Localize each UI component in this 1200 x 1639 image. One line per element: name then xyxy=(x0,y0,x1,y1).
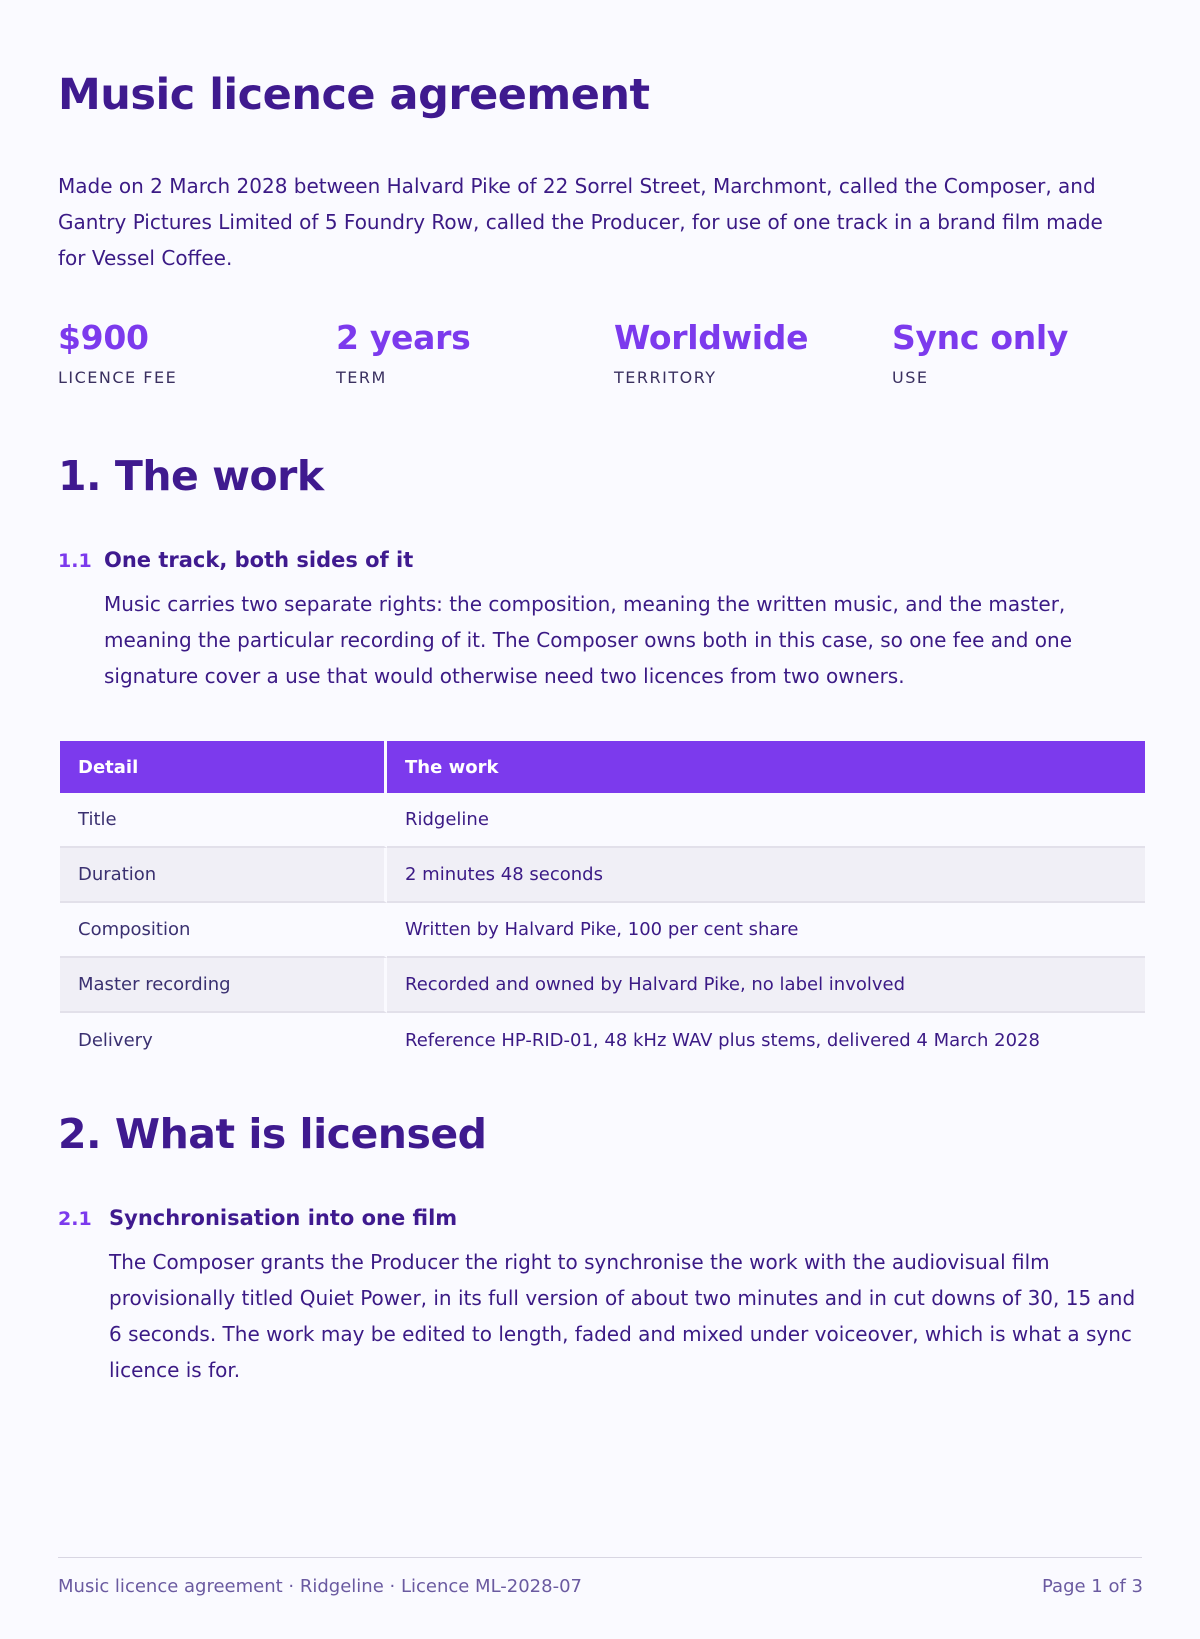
document-page xyxy=(58,0,1143,1639)
table-cell-detail: Delivery xyxy=(60,1013,387,1068)
stat-value: 2 years xyxy=(336,318,471,357)
document-title: Music licence agreement xyxy=(58,70,650,120)
intro-paragraph: Made on 2 March 2028 between Halvard Pike of 22 Sorrel Street, Marchmont, called the Composer, and Gantry Pictures Limited of 5 Foundry Row, called the Producer, for use of one track in a brand film made for Vessel Coffee. xyxy=(58,174,1103,270)
stat-term xyxy=(336,316,614,387)
table-row xyxy=(60,793,1145,848)
stat-value: Sync only xyxy=(892,318,1069,357)
stat-use xyxy=(892,316,1170,387)
table-row xyxy=(60,1013,1145,1068)
stat-territory xyxy=(614,316,892,387)
table-cell-value: Recorded and owned by Halvard Pike, no label involved xyxy=(387,958,1145,1013)
clause-heading-2-1 xyxy=(58,1206,457,1230)
clause-title: One track, both sides of it xyxy=(104,548,414,572)
stat-label: TERRITORY xyxy=(614,368,717,387)
table-cell-value: Reference HP-RID-01, 48 kHz WAV plus stems, delivered 4 March 2028 xyxy=(405,1030,1040,1051)
table-cell-value: Ridgeline xyxy=(387,793,1145,848)
column-header-detail: Detail xyxy=(60,741,387,793)
stat-label: TERM xyxy=(336,368,387,387)
table-cell-detail: Master recording xyxy=(60,958,387,1013)
footer-page-number: Page 1 of 3 xyxy=(1042,1576,1143,1597)
footer-divider xyxy=(58,1557,1142,1558)
clause-body-1-1: Music carries two separate rights: the composition, meaning the written music, and the master, meaning the particular recording of it. The Composer owns both in this case, so one fee and one signature cover a use that would otherwise need two licences from two owners. xyxy=(104,592,1072,688)
clause-number: 2.1 xyxy=(58,1208,92,1230)
work-details-table xyxy=(60,741,1145,1068)
stat-value: $900 xyxy=(58,318,149,357)
table-cell-detail: Composition xyxy=(60,903,387,958)
column-header-the-work: The work xyxy=(387,741,1145,793)
stat-label: LICENCE FEE xyxy=(58,368,178,387)
stat-label: USE xyxy=(892,368,929,387)
section-heading-the-work: 1. The work xyxy=(58,452,324,500)
table-cell-detail: Duration xyxy=(60,848,387,903)
clause-number: 1.1 xyxy=(58,550,92,572)
clause-body-2-1: The Composer grants the Producer the right to synchronise the work with the audiovisual film provisionally titled Quiet Power, in its full version of about two minutes and in cut downs of 30, 15 and 6 seconds. The work may be edited to length, faded and mixed under voiceover, which is what a sync licence is for. xyxy=(109,1250,1136,1382)
clause-heading-1-1 xyxy=(58,548,413,572)
table-cell-detail: Title xyxy=(60,793,387,848)
section-heading-what-is-licensed: 2. What is licensed xyxy=(58,1110,487,1158)
stat-value: Worldwide xyxy=(614,318,809,357)
table-row xyxy=(60,848,1145,903)
table-cell-value: Written by Halvard Pike, 100 per cent share xyxy=(387,903,1145,958)
stat-licence-fee xyxy=(58,316,336,387)
key-terms-summary xyxy=(58,316,1170,396)
table-row xyxy=(60,958,1145,1013)
clause-title: Synchronisation into one film xyxy=(109,1206,458,1230)
table-row xyxy=(60,903,1145,958)
table-header-row xyxy=(60,741,1145,793)
table-cell-value: 2 minutes 48 seconds xyxy=(387,848,1145,903)
footer-document-reference: Music licence agreement · Ridgeline · Licence ML-2028-07 xyxy=(58,1576,582,1597)
